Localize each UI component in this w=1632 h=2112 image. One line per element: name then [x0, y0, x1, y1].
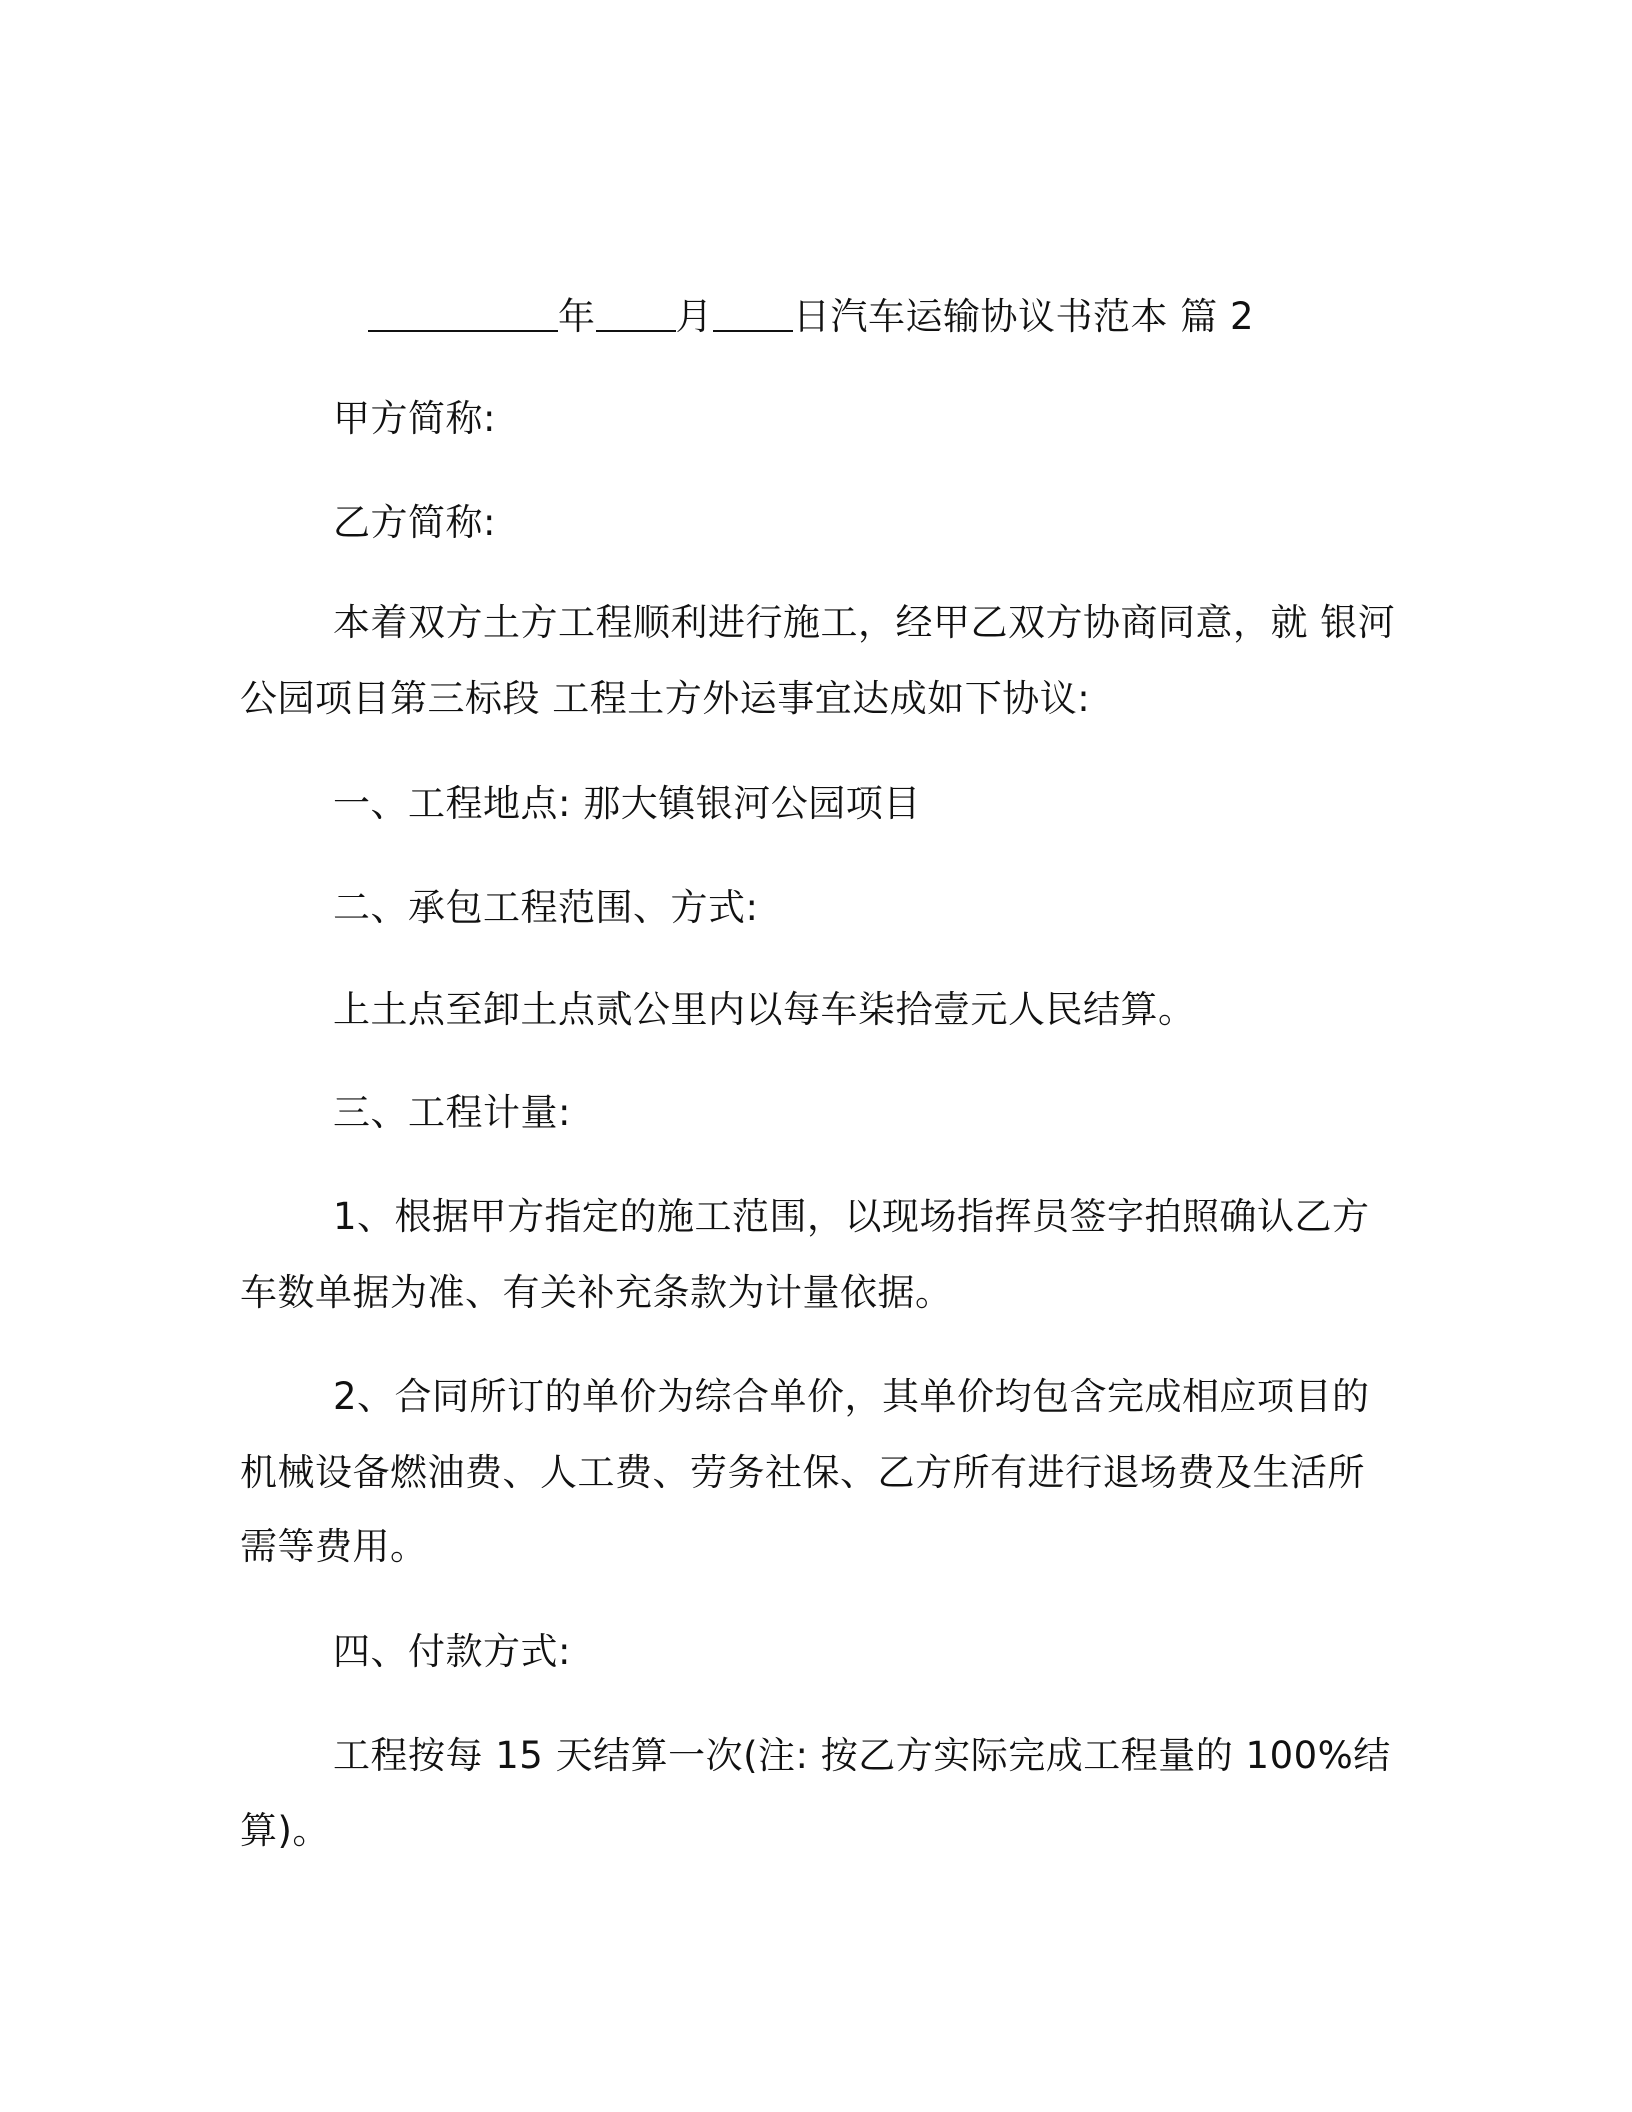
month-blank [596, 296, 676, 332]
section-3-item-2-line-3: 需等费用。 [240, 1525, 428, 1568]
party-a-label: 甲方简称: [333, 397, 496, 440]
section-3-item-2-line-1: 2、合同所订的单价为综合单价，其单价均包含完成相应项目的 [333, 1375, 1370, 1418]
party-b-label: 乙方简称: [333, 501, 496, 544]
section-4-body-line-1: 工程按每 15 天结算一次(注: 按乙方实际完成工程量的 100%结 [333, 1734, 1391, 1777]
year-suffix: 年 [558, 295, 596, 338]
section-4-heading: 四、付款方式: [333, 1630, 571, 1673]
title-text: 日汽车运输协议书范本 篇 2 [793, 295, 1255, 338]
section-3-item-2-line-2: 机械设备燃油费、人工费、劳务社保、乙方所有进行退场费及生活所 [240, 1451, 1365, 1494]
section-3-item-1-line-1: 1、根据甲方指定的施工范围，以现场指挥员签字拍照确认乙方 [333, 1195, 1370, 1238]
day-blank [713, 296, 793, 332]
intro-line-2: 公园项目第三标段 工程土方外运事宜达成如下协议: [240, 677, 1091, 720]
document-title [368, 295, 1255, 338]
year-blank [368, 296, 558, 332]
section-3-item-1-line-2: 车数单据为准、有关补充条款为计量依据。 [240, 1271, 953, 1314]
section-3-heading: 三、工程计量: [333, 1091, 571, 1134]
section-4-body-line-2: 算)。 [240, 1809, 330, 1852]
section-2-body: 上土点至卸土点贰公里内以每车柒拾壹元人民结算。 [333, 988, 1196, 1031]
section-1: 一、工程地点: 那大镇银河公园项目 [333, 782, 921, 825]
month-suffix: 月 [675, 295, 713, 338]
section-2-heading: 二、承包工程范围、方式: [333, 886, 759, 929]
intro-line-1: 本着双方土方工程顺利进行施工，经甲乙双方协商同意，就 银河 [333, 601, 1396, 644]
